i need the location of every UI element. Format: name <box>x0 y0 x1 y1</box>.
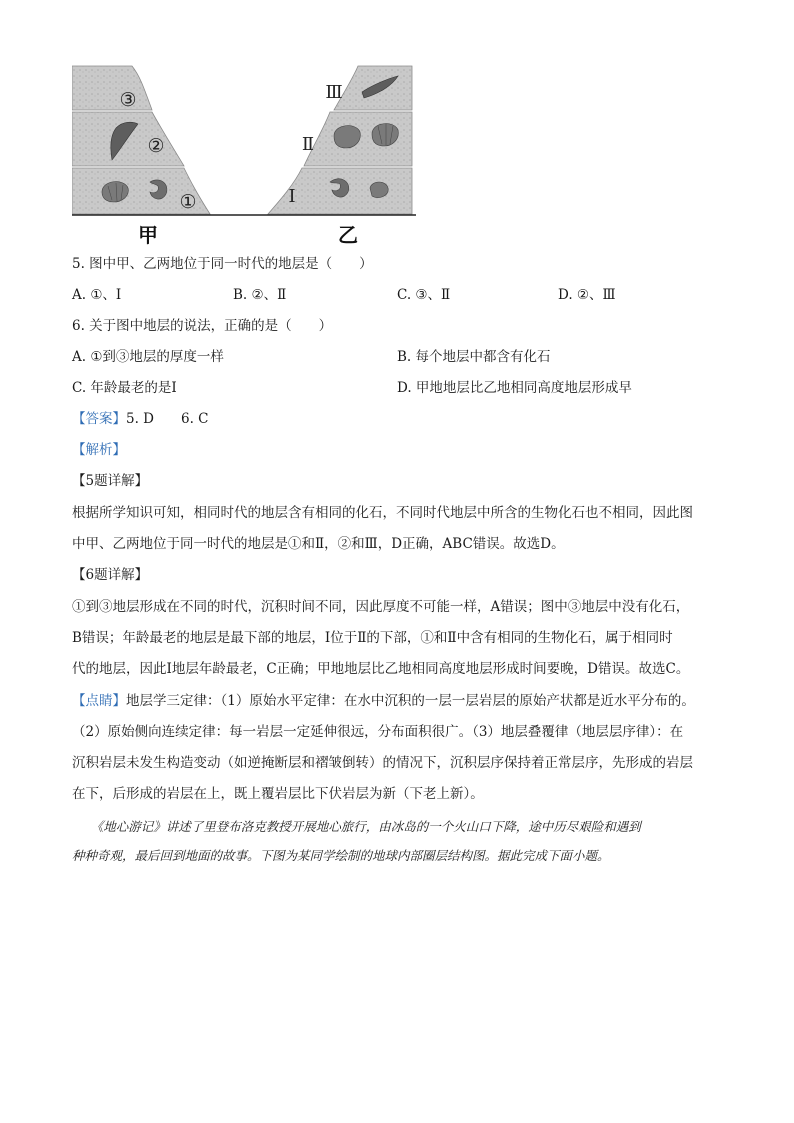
detail-6-line: 代的地层，因此Ⅰ地层年龄最老，C正确；甲地地层比乙地相同高度地层形成时间要晚，D错误。故选C。 <box>72 661 690 677</box>
answer-line <box>72 409 209 429</box>
detail-5-title: 【5题详解】 <box>72 473 149 489</box>
question-6-stem: 6. 关于图中地层的说法，正确的是（ ） <box>72 318 333 334</box>
intro-line: 种种奇观，最后回到地面的故事。下图为某同学绘制的地球内部圈层结构图。据此完成下面小题。 <box>72 848 610 863</box>
jia-layer-2 <box>72 112 184 166</box>
detail-6-line: ①到③地层形成在不同的时代，沉积时间不同，因此厚度不可能一样，A错误；图中③地层中没有化石， <box>72 599 690 615</box>
strata-figure <box>72 62 416 250</box>
strata-diagram <box>72 62 416 250</box>
detail-5-text <box>72 498 722 560</box>
detail-6-text <box>72 592 722 685</box>
next-question-intro <box>72 812 722 870</box>
question-5-stem: 5. 图中甲、乙两地位于同一时代的地层是（ ） <box>72 256 373 272</box>
tips-line: 【点睛】地层学三定律：（1）原始水平定律：在水中沉积的一层一层岩层的原始产状都是近水平分布的。 <box>72 693 695 709</box>
q6-option-b: B. 每个地层中都含有化石 <box>397 349 551 365</box>
tips-label: 【点睛】 <box>72 693 126 709</box>
jia-label: 甲 <box>138 223 158 247</box>
q6-option-c: C. 年龄最老的是Ⅰ <box>72 380 177 396</box>
jia-layer-1-label: ① <box>179 191 197 213</box>
q5-option-b: B. ②、Ⅱ <box>233 287 287 303</box>
yi-layer-3-label: Ⅲ <box>325 82 343 103</box>
jia-layer-3 <box>72 66 152 110</box>
tips-line: 沉积岩层未发生构造变动（如逆掩断层和褶皱倒转）的情况下，沉积层序保持着正常层序，先形成的岩层 <box>72 755 693 771</box>
jia-layer-2-label: ② <box>147 135 165 157</box>
yi-label: 乙 <box>338 223 358 247</box>
shell-fossil-icon <box>370 182 388 198</box>
intro-line: 《地心游记》讲述了里登布洛克教授开展地心旅行，由冰岛的一个火山口下降，途中历尽艰险和遇到 <box>72 819 641 834</box>
q5-option-a: A. ①、Ⅰ <box>72 287 122 303</box>
answer-value: 5. D 6. C <box>126 411 209 427</box>
detail-5-line: 根据所学知识可知，相同时代的地层含有相同的化石，不同时代地层中所含的生物化石也不相同，因此图 <box>72 505 693 521</box>
q5-option-d: D. ②、Ⅲ <box>558 287 616 303</box>
detail-6-line: B错误；年龄最老的地层是最下部的地层，Ⅰ位于Ⅱ的下部，①和Ⅱ中含有相同的生物化石，属于相同时 <box>72 630 673 646</box>
jia-layer-3-label: ③ <box>119 89 137 111</box>
detail-5-line: 中甲、乙两地位于同一时代的地层是①和Ⅱ，②和Ⅲ，D正确，ABC错误。故选D。 <box>72 536 565 552</box>
q6-option-d: D. 甲地地层比乙地相同高度地层形成早 <box>397 380 632 396</box>
q5-option-c: C. ③、Ⅱ <box>397 287 451 303</box>
q6-option-a: A. ①到③地层的厚度一样 <box>72 349 224 365</box>
tips-text <box>72 686 722 810</box>
answer-label: 【答案】 <box>72 411 126 427</box>
tips-line: （2）原始侧向连续定律：每一岩层一定延伸很远，分布面积很广。（3）地层叠覆律（地层层序律）：在 <box>72 724 684 740</box>
yi-layer-1-label: Ⅰ <box>288 186 296 207</box>
tips-line: 在下，后形成的岩层在上，既上覆岩层比下伏岩层为新（下老上新）。 <box>72 786 484 802</box>
analysis-label: 【解析】 <box>72 442 126 458</box>
detail-6-title: 【6题详解】 <box>72 567 149 583</box>
yi-layer-2-label: Ⅱ <box>301 134 315 155</box>
